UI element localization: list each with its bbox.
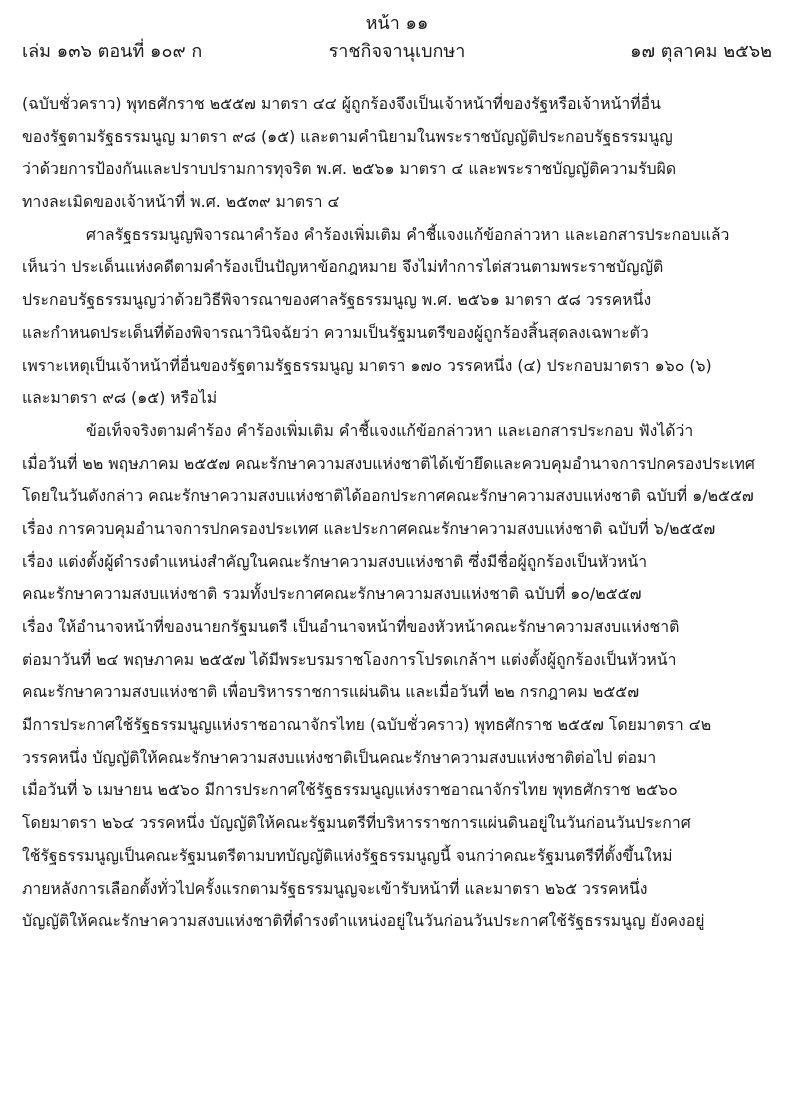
text-line: โดยในวันดังกล่าว คณะรักษาความสงบแห่งชาติได้ออกประกาศคณะรักษาความสงบแห่งชาติ ฉบับที่ ๑/๒๕๕๗ <box>22 486 754 506</box>
page-header <box>22 6 772 66</box>
text-line: เรื่อง แต่งตั้งผู้ดำรงตำแหน่งสำคัญในคณะรักษาความสงบแห่งชาติ ซึ่งมีชื่อผู้ถูกร้องเป็นหัวหน้า <box>22 551 648 571</box>
paragraph-start-line: ศาลรัฐธรรมนูญพิจารณาคำร้อง คำร้องเพิ่มเติม คำชี้แจงแก้ข้อกล่าวหา และเอกสารประกอบแล้ว <box>86 224 730 244</box>
text-line: ภายหลังการเลือกตั้งทั่วไปครั้งแรกตามรัฐธรรมนูญจะเข้ารับหน้าที่ และมาตรา ๒๖๕ วรรคหนึ่ง <box>22 878 648 898</box>
text-line: คณะรักษาความสงบแห่งชาติ รวมทั้งประกาศคณะรักษาความสงบแห่งชาติ ฉบับที่ ๑๐/๒๕๕๗ <box>22 584 642 604</box>
text-line: บัญญัติให้คณะรักษาความสงบแห่งชาติที่ดำรงตำแหน่งอยู่ในวันก่อนวันประกาศใช้รัฐธรรมนูญ ยังคงอยู่ <box>22 911 705 931</box>
text-line: มีการประกาศใช้รัฐธรรมนูญแห่งราชอาณาจักรไทย (ฉบับชั่วคราว) พุทธศักราช ๒๕๕๗ โดยมาตรา ๔๒ <box>22 715 712 735</box>
text-line: (ฉบับชั่วคราว) พุทธศักราช ๒๕๕๗ มาตรา ๔๔ ผู้ถูกร้องจึงเป็นเจ้าหน้าที่ของรัฐหรือเจ้าหน้าที่อื่น <box>22 94 661 113</box>
text-line: ของรัฐตามรัฐธรรมนูญ มาตรา ๙๘ (๑๕) และตามคำนิยามในพระราชบัญญัติประกอบรัฐธรรมนูญ <box>22 126 673 146</box>
text-line: เมื่อวันที่ ๖ เมษายน ๒๕๖๐ มีการประกาศใช้รัฐธรรมนูญแห่งราชอาณาจักรไทย พุทธศักราช ๒๕๖๐ <box>22 780 678 800</box>
text-line: วรรคหนึ่ง บัญญัติให้คณะรักษาความสงบแห่งชาติเป็นคณะรักษาความสงบแห่งชาติต่อไป ต่อมา <box>22 747 657 767</box>
text-line: และมาตรา ๙๘ (๑๕) หรือไม่ <box>22 388 218 408</box>
paragraph-start-line: ข้อเท็จจริงตามคำร้อง คำร้องเพิ่มเติม คำชี้แจงแก้ข้อกล่าวหา และเอกสารประกอบ ฟังได้ว่า <box>86 420 694 440</box>
text-line: เรื่อง การควบคุมอำนาจการปกครองประเทศ และประกาศคณะรักษาความสงบแห่งชาติ ฉบับที่ ๖/๒๕๕๗ <box>22 518 716 538</box>
volume-issue: เล่ม ๑๓๖ ตอนที่ ๑๐๙ ก <box>22 41 203 62</box>
document-body <box>22 88 772 938</box>
text-line: เห็นว่า ประเด็นแห่งคดีตามคำร้องเป็นปัญหาข้อกฎหมาย จึงไม่ทำการไต่สวนตามพระราชบัญญัติ <box>22 257 664 277</box>
text-line: เมื่อวันที่ ๒๒ พฤษภาคม ๒๕๕๗ คณะรักษาความสงบแห่งชาติได้เข้ายึดและควบคุมอำนาจการปกครองประเทศ <box>22 453 755 473</box>
text-line: ทางละเมิดของเจ้าหน้าที่ พ.ศ. ๒๕๓๙ มาตรา ๔ <box>22 192 340 212</box>
text-line: และกำหนดประเด็นที่ต้องพิจารณาวินิจฉัยว่า ความเป็นรัฐมนตรีของผู้ถูกร้องสิ้นสุดลงเฉพาะตัว <box>22 322 649 342</box>
text-line: ใช้รัฐธรรมนูญเป็นคณะรัฐมนตรีตามบทบัญญัติแห่งรัฐธรรมนูญนี้ จนกว่าคณะรัฐมนตรีที่ตั้งขึ้นใหม่ <box>22 845 673 865</box>
text-line: โดยมาตรา ๒๖๔ วรรคหนึ่ง บัญญัติให้คณะรัฐมนตรีที่บริหารราชการแผ่นดินอยู่ในวันก่อนวันประกาศ <box>22 813 691 833</box>
page-number: หน้า ๑๑ <box>365 13 429 34</box>
text-line: ว่าด้วยการป้องกันและปราบปรามการทุจริต พ.ศ. ๒๕๖๑ มาตรา ๔ และพระราชบัญญัติความรับผิด <box>22 159 677 179</box>
text-line: เพราะเหตุเป็นเจ้าหน้าที่อื่นของรัฐตามรัฐธรรมนูญ มาตรา ๑๗๐ วรรคหนึ่ง (๔) ประกอบมาตรา ๑๖๐ (๖) <box>22 355 712 375</box>
publication-title: ราชกิจจานุเบกษา <box>328 41 466 62</box>
header-row <box>22 36 772 62</box>
publication-date: ๑๗ ตุลาคม ๒๕๖๒ <box>630 41 772 62</box>
text-line: เรื่อง ให้อำนาจหน้าที่ของนายกรัฐมนตรี เป็นอำนาจหน้าที่ของหัวหน้าคณะรักษาความสงบแห่งชาติ <box>22 617 680 636</box>
text-line: ต่อมาวันที่ ๒๔ พฤษภาคม ๒๕๕๗ ได้มีพระบรมราชโองการโปรดเกล้าฯ แต่งตั้งผู้ถูกร้องเป็นหัวหน้า <box>22 649 677 669</box>
text-line: คณะรักษาความสงบแห่งชาติ เพื่อบริหารราชการแผ่นดิน และเมื่อวันที่ ๒๒ กรกฎาคม ๒๕๕๗ <box>22 682 640 702</box>
text-line: ประกอบรัฐธรรมนูญว่าด้วยวิธีพิจารณาของศาลรัฐธรรมนูญ พ.ศ. ๒๕๖๑ มาตรา ๕๘ วรรคหนึ่ง <box>22 290 652 310</box>
